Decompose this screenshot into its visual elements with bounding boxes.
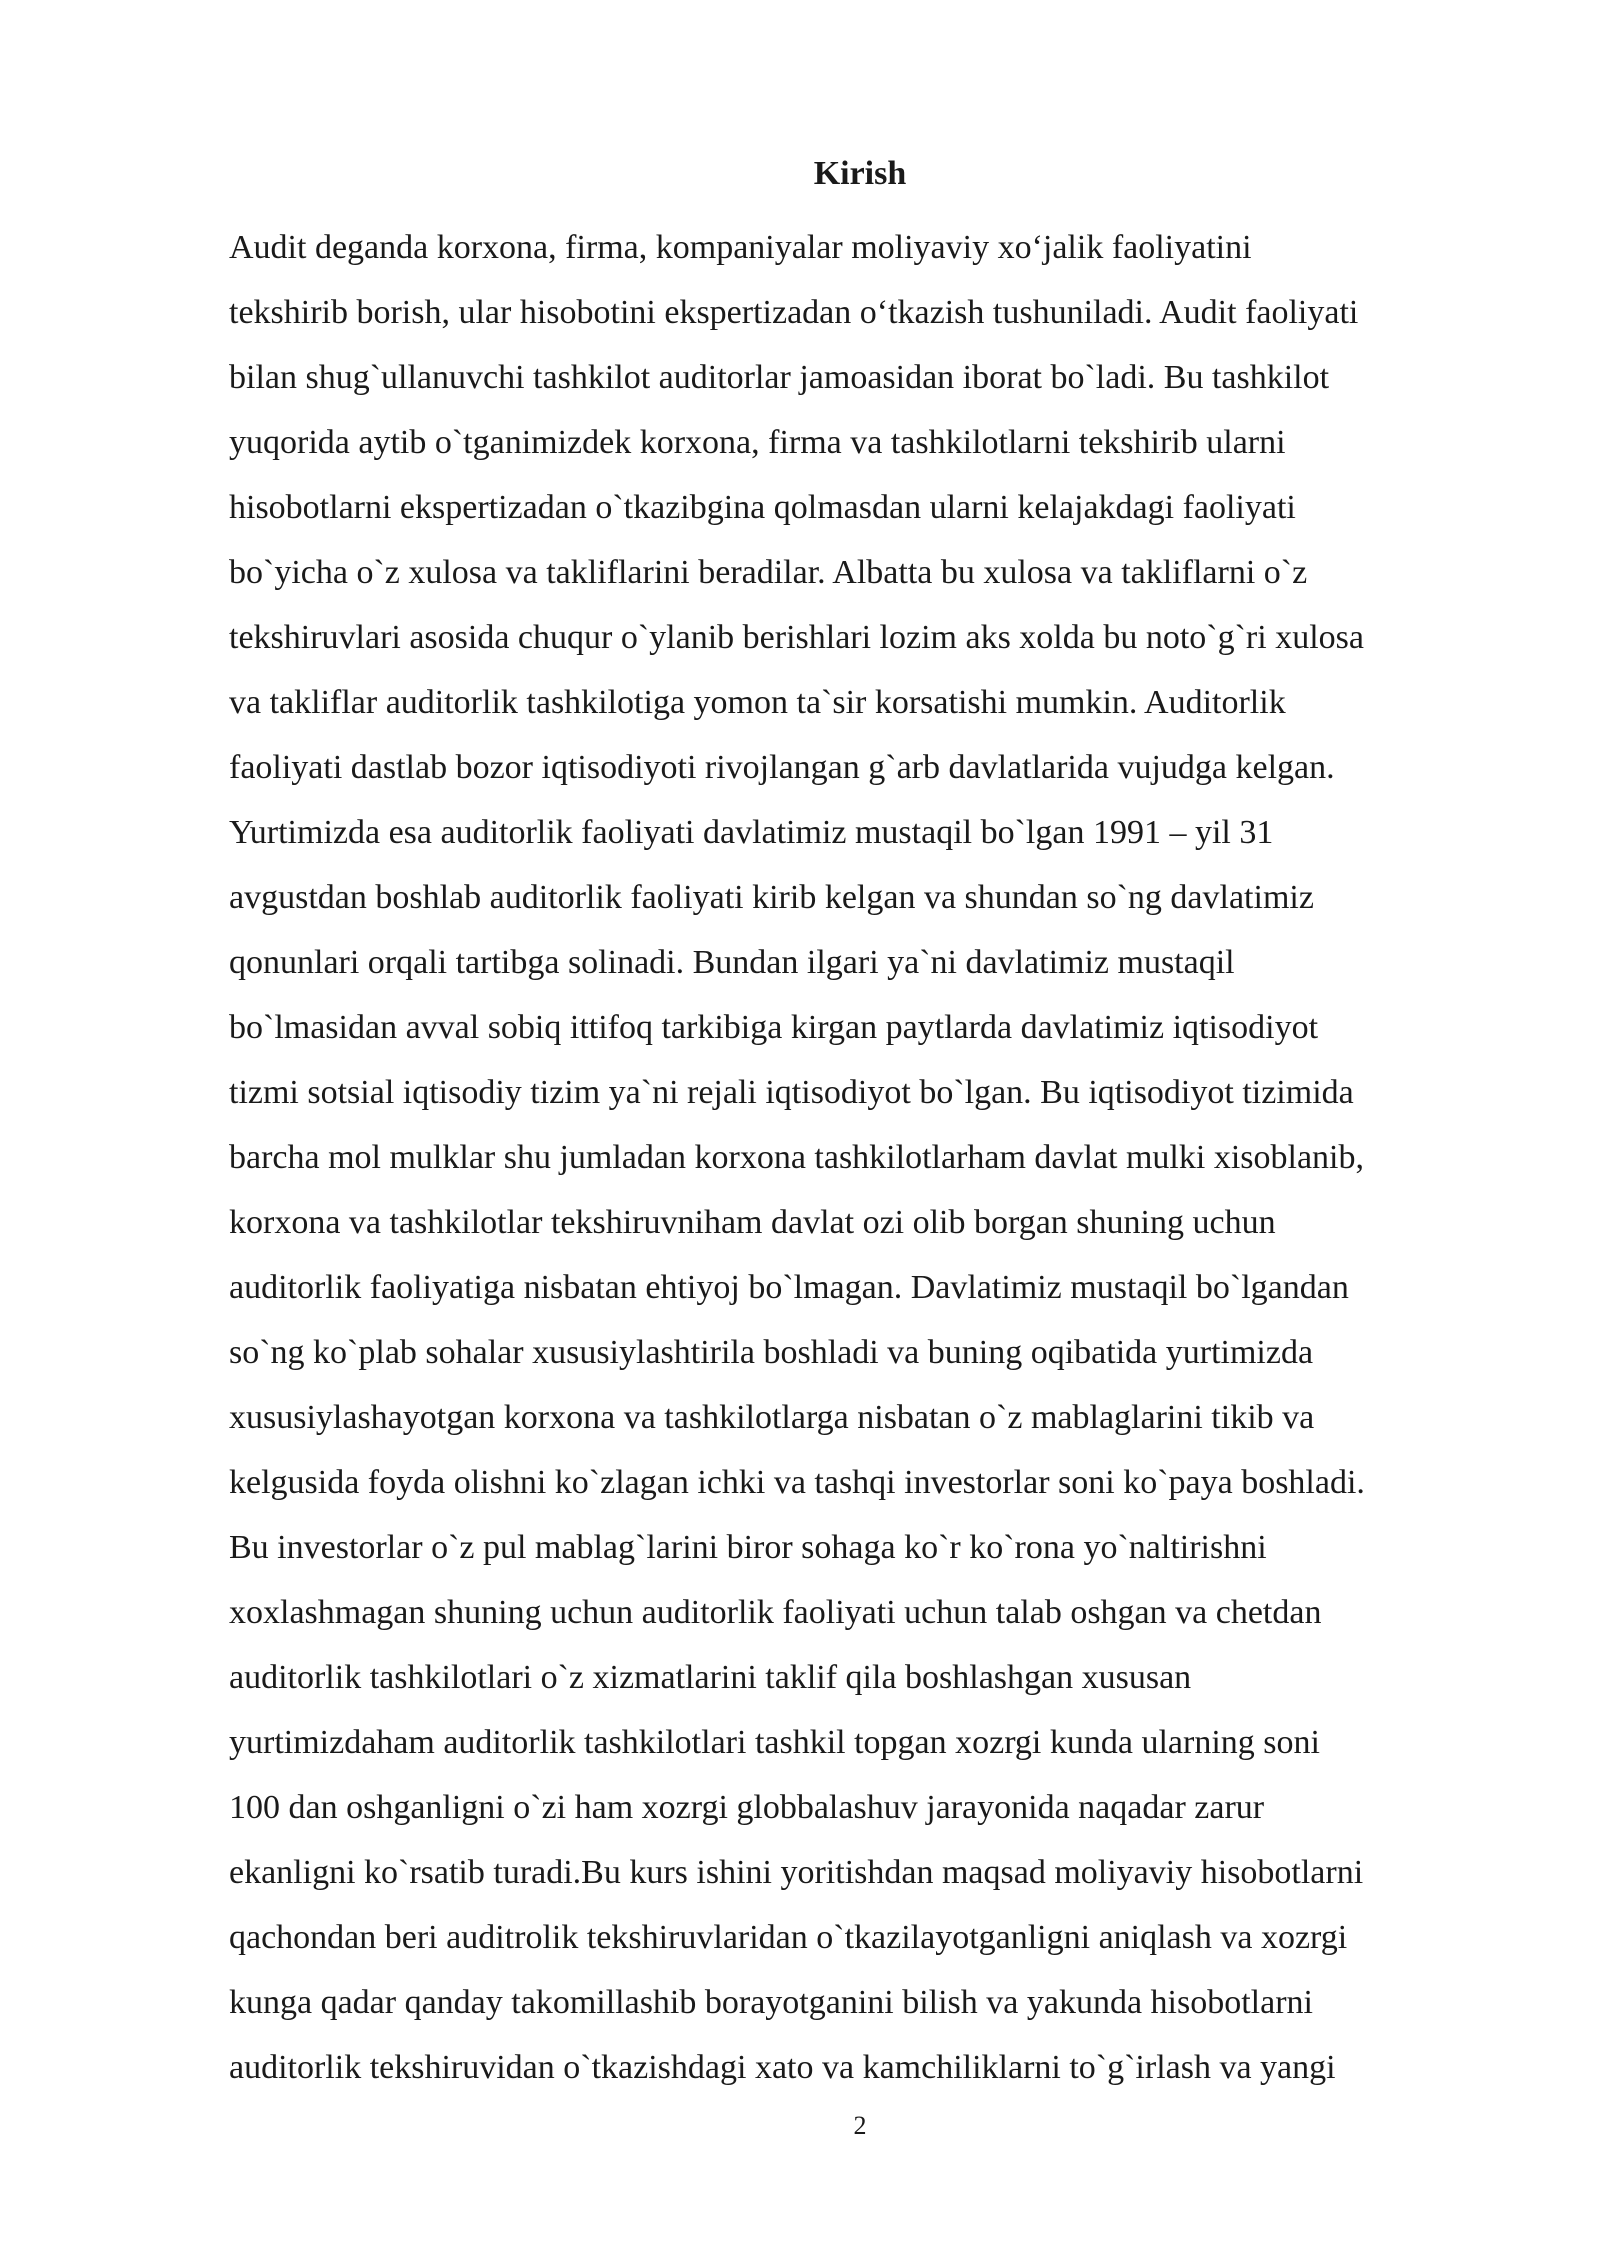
text-line: barcha mol mulklar shu jumladan korxona tashkilotlarham davlat mulki xisoblanib, [229, 1139, 1364, 1176]
text-line: faoliyati dastlab bozor iqtisodiyoti rivojlangan g`arb davlatlarida vujudga kelgan. [229, 749, 1335, 786]
body-paragraph [229, 215, 1529, 2100]
text-line: korxona va tashkilotlar tekshiruvniham davlat ozi olib borgan shuning uchun [229, 1204, 1276, 1241]
text-line: auditorlik tekshiruvidan o`tkazishdagi xato va kamchiliklarni to`g`irlash va yangi [229, 2049, 1336, 2086]
text-line: Audit deganda korxona, firma, kompaniyalar moliyaviy xo‘jalik faoliyatini [229, 229, 1252, 266]
text-line: avgustdan boshlab auditorlik faoliyati kirib kelgan va shundan so`ng davlatimiz [229, 879, 1314, 916]
text-line: Yurtimizda esa auditorlik faoliyati davlatimiz mustaqil bo`lgan 1991 – yil 31 [229, 814, 1274, 851]
text-line: yuqorida aytib o`tganimizdek korxona, firma va tashkilotlarni tekshirib ularni [229, 424, 1286, 461]
text-line: qachondan beri auditrolik tekshiruvlaridan o`tkazilayotganligni aniqlash va xozrgi [229, 1919, 1348, 1956]
text-line: auditorlik faoliyatiga nisbatan ehtiyoj bo`lmagan. Davlatimiz mustaqil bo`lgandan [229, 1269, 1349, 1306]
text-line: kunga qadar qanday takomillashib borayotganini bilish va yakunda hisobotlarni [229, 1984, 1313, 2021]
text-line: bo`lmasidan avval sobiq ittifoq tarkibiga kirgan paytlarda davlatimiz iqtisodiyot [229, 1009, 1319, 1046]
text-line: kelgusida foyda olishni ko`zlagan ichki va tashqi investorlar soni ko`paya boshladi. [229, 1464, 1365, 1501]
text-line: ekanligni ko`rsatib turadi.Bu kurs ishini yoritishdan maqsad moliyaviy hisobotlarni [229, 1854, 1364, 1891]
text-line: bilan shug`ullanuvchi tashkilot auditorlar jamoasidan iborat bo`ladi. Bu tashkilot [229, 359, 1330, 396]
text-line: tizmi sotsial iqtisodiy tizim ya`ni rejali iqtisodiyot bo`lgan. Bu iqtisodiyot tizimida [229, 1074, 1354, 1111]
text-line: yurtimizdaham auditorlik tashkilotlari tashkil topgan xozrgi kunda ularning soni [229, 1724, 1320, 1761]
text-line: xoxlashmagan shuning uchun auditorlik faoliyati uchun talab oshgan va chetdan [229, 1594, 1322, 1631]
text-line: 100 dan oshganligni o`zi ham xozrgi globbalashuv jarayonida naqadar zarur [229, 1789, 1265, 1826]
text-line: Bu investorlar o`z pul mablag`larini biror sohaga ko`r ko`rona yo`naltirishni [229, 1529, 1267, 1566]
text-line: auditorlik tashkilotlari o`z xizmatlarini taklif qila boshlashgan xususan [229, 1659, 1192, 1696]
text-line: va takliflar auditorlik tashkilotiga yomon ta`sir korsatishi mumkin. Auditorlik [229, 684, 1286, 721]
text-line: xususiylashayotgan korxona va tashkilotlarga nisbatan o`z mablaglarini tikib va [229, 1399, 1315, 1436]
text-line: tekshiruvlari asosida chuqur o`ylanib berishlari lozim aks xolda bu noto`g`ri xulosa [229, 619, 1364, 656]
text-line: bo`yicha o`z xulosa va takliflarini beradilar. Albatta bu xulosa va takliflarni o`z [229, 554, 1308, 591]
text-line: so`ng ko`plab sohalar xususiylashtirila boshladi va buning oqibatida yurtimizda [229, 1334, 1314, 1371]
text-line: tekshirib borish, ular hisobotini ekspertizadan o‘tkazish tushuniladi. Audit faoliyati [229, 294, 1359, 331]
section-title: Kirish [813, 155, 907, 192]
text-line: qonunlari orqali tartibga solinadi. Bundan ilgari ya`ni davlatimiz mustaqil [229, 944, 1235, 981]
text-line: hisobotlarni ekspertizadan o`tkazibgina qolmasdan ularni kelajakdagi faoliyati [229, 489, 1296, 526]
page-number: 2 [853, 2111, 867, 2140]
